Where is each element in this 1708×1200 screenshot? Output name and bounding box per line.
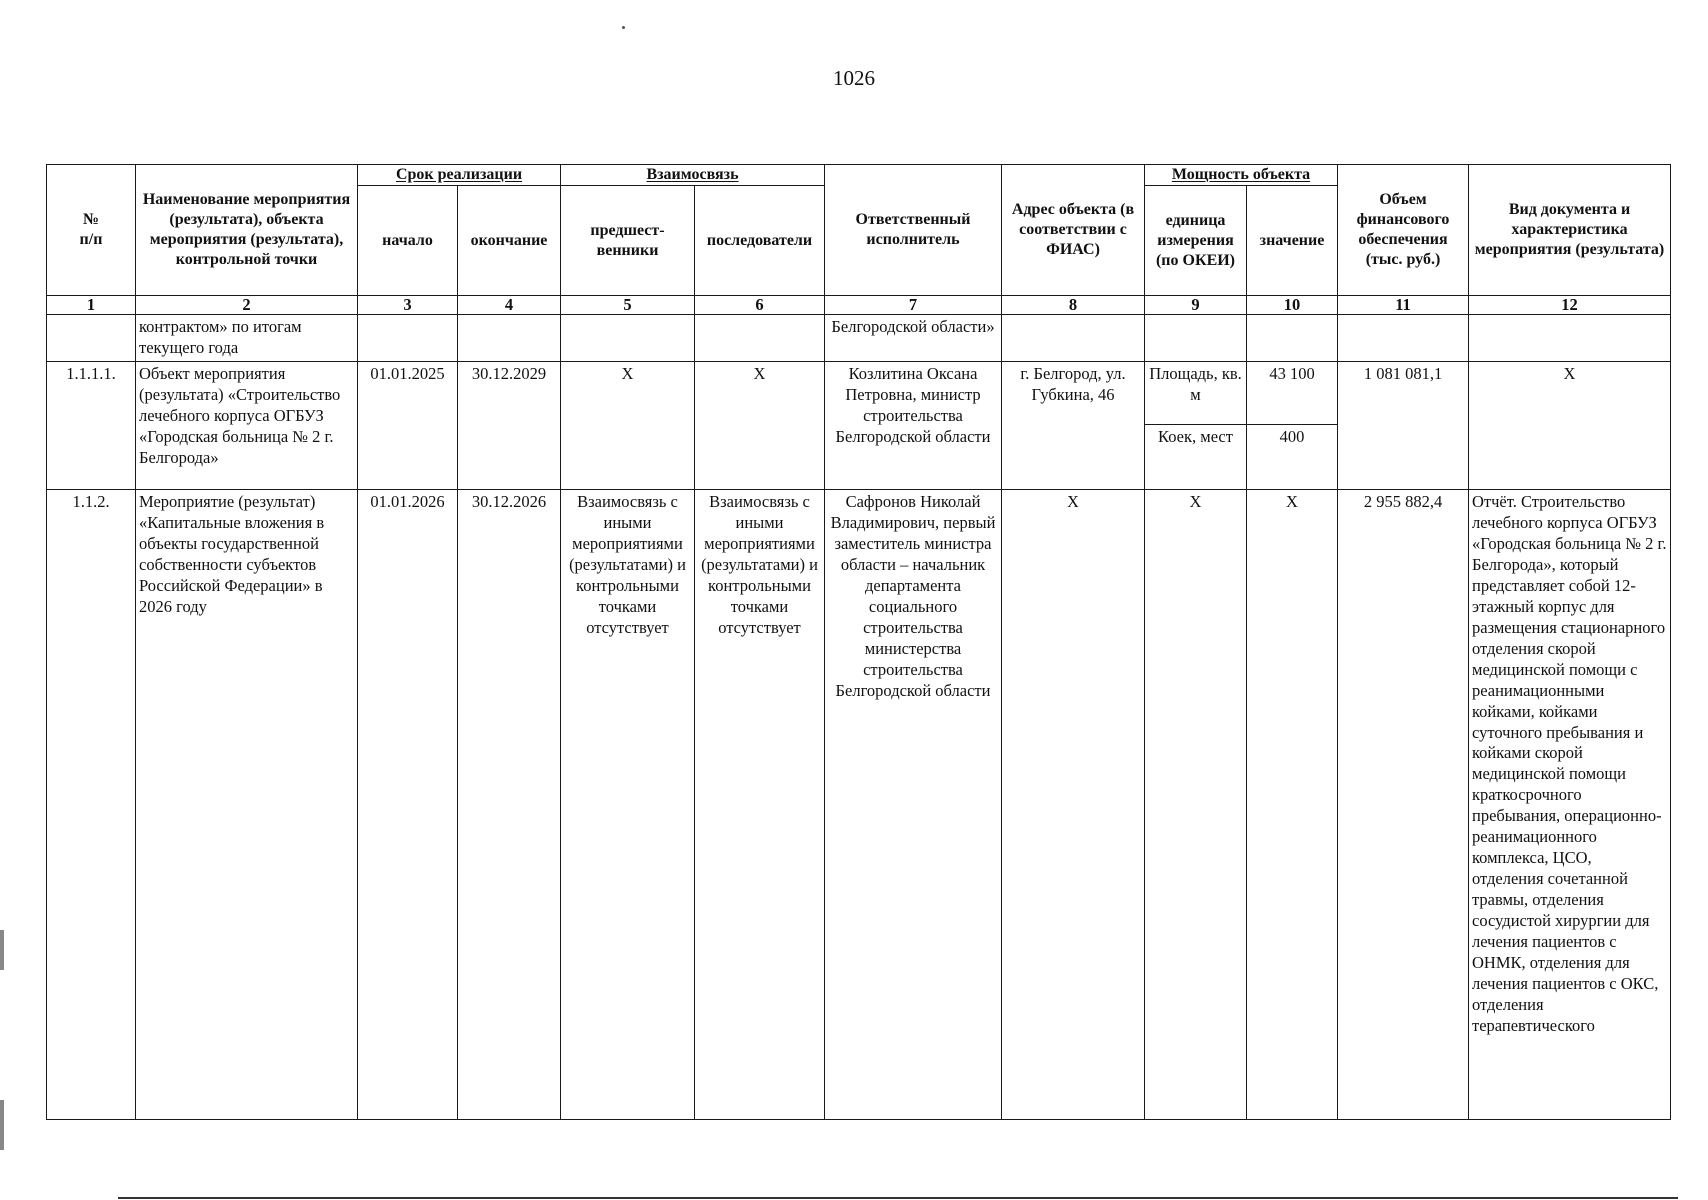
column-number: 3 bbox=[358, 296, 458, 315]
column-number: 4 bbox=[458, 296, 561, 315]
plan-table bbox=[46, 164, 1671, 1120]
column-number: 6 bbox=[695, 296, 825, 315]
row-unit: Площадь, кв. м bbox=[1145, 362, 1247, 425]
header-end: окончание bbox=[458, 186, 561, 296]
row-value-secondary: 400 bbox=[1247, 425, 1338, 490]
row-responsible: Козлитина Оксана Петровна, министр строительства Белгородской области bbox=[825, 362, 1002, 490]
row-unit-secondary: Коек, мест bbox=[1145, 425, 1247, 490]
row-name: контрактом» по итогам текущего года bbox=[136, 315, 358, 362]
table-row bbox=[47, 315, 1671, 362]
row-successors bbox=[695, 315, 825, 362]
row-funding bbox=[1338, 315, 1469, 362]
row-start bbox=[358, 315, 458, 362]
row-doc: Отчёт. Строительство лечебного корпуса ОГБУЗ «Городская больница № 2 г. Белгорода», который представляет собой 12-этажный корпус для размещения стационарного отделения скорой медицинской помощи с реанимационными койками, койками суточного пребывания и койками скорой медицинской помощи краткосрочного пребывания, операционно-реанимационного комплекса, ЦСО, отделения сочетанной травмы, отделения сосудистой хирургии для лечения пациентов с ОНМК, отделения для лечения пациентов с ОКС, отделения терапевтического bbox=[1469, 490, 1671, 1120]
header-capacity-group: Мощность объекта bbox=[1145, 165, 1338, 186]
row-successors: Взаимосвязь с иными мероприятиями (результатами) и контрольными точками отсутствует bbox=[695, 490, 825, 1120]
header-doc: Вид документа и характеристика мероприятия (результата) bbox=[1469, 165, 1671, 296]
header-address: Адрес объекта (в соответствии с ФИАС) bbox=[1002, 165, 1145, 296]
row-name: Мероприятие (результат) «Капитальные вложения в объекты государственной собственности субъектов Российской Федерации» в 2026 году bbox=[136, 490, 358, 1120]
row-unit: Х bbox=[1145, 490, 1247, 1120]
column-number: 11 bbox=[1338, 296, 1469, 315]
column-number: 2 bbox=[136, 296, 358, 315]
row-funding: 2 955 882,4 bbox=[1338, 490, 1469, 1120]
bottom-rule bbox=[118, 1197, 1678, 1199]
row-predecessors: Х bbox=[561, 362, 695, 490]
row-end bbox=[458, 315, 561, 362]
row-funding: 1 081 081,1 bbox=[1338, 362, 1469, 490]
column-number: 7 bbox=[825, 296, 1002, 315]
row-value: 43 100 bbox=[1247, 362, 1338, 425]
row-responsible: Сафронов Николай Владимирович, первый заместитель министра области – начальник департамента социального строительства министерства строительства Белгородской области bbox=[825, 490, 1002, 1120]
header-successors: последователи bbox=[695, 186, 825, 296]
row-name: Объект мероприятия (результата) «Строительство лечебного корпуса ОГБУЗ «Городская больница № 2 г. Белгорода» bbox=[136, 362, 358, 490]
scan-speck bbox=[622, 26, 625, 29]
column-number: 1 bbox=[47, 296, 136, 315]
row-start: 01.01.2026 bbox=[358, 490, 458, 1120]
header-predecessors: предшест- венники bbox=[561, 186, 695, 296]
row-end: 30.12.2029 bbox=[458, 362, 561, 490]
column-number: 5 bbox=[561, 296, 695, 315]
row-doc: Х bbox=[1469, 362, 1671, 490]
table-row bbox=[47, 362, 1671, 425]
row-responsible: Белгородской области» bbox=[825, 315, 1002, 362]
row-address: г. Белгород, ул. Губкина, 46 bbox=[1002, 362, 1145, 490]
scan-edge-mark bbox=[0, 1100, 4, 1150]
column-number: 8 bbox=[1002, 296, 1145, 315]
row-num bbox=[47, 315, 136, 362]
row-predecessors: Взаимосвязь с иными мероприятиями (результатами) и контрольными точками отсутствует bbox=[561, 490, 695, 1120]
row-value: Х bbox=[1247, 490, 1338, 1120]
header-name: Наименование мероприятия (результата), объекта мероприятия (результата), контрольной точки bbox=[136, 165, 358, 296]
row-end: 30.12.2026 bbox=[458, 490, 561, 1120]
row-doc bbox=[1469, 315, 1671, 362]
header-num: № п/п bbox=[47, 165, 136, 296]
row-successors: Х bbox=[695, 362, 825, 490]
column-number: 9 bbox=[1145, 296, 1247, 315]
header-link-group: Взаимосвязь bbox=[561, 165, 825, 186]
scan-edge-mark bbox=[0, 930, 4, 970]
row-predecessors bbox=[561, 315, 695, 362]
column-number: 12 bbox=[1469, 296, 1671, 315]
header-unit: единица измерения (по ОКЕИ) bbox=[1145, 186, 1247, 296]
row-num: 1.1.2. bbox=[47, 490, 136, 1120]
row-start: 01.01.2025 bbox=[358, 362, 458, 490]
row-address: Х bbox=[1002, 490, 1145, 1120]
table-row bbox=[47, 490, 1671, 1120]
row-address bbox=[1002, 315, 1145, 362]
row-value bbox=[1247, 315, 1338, 362]
row-unit bbox=[1145, 315, 1247, 362]
row-num: 1.1.1.1. bbox=[47, 362, 136, 490]
column-number: 10 bbox=[1247, 296, 1338, 315]
header-start: начало bbox=[358, 186, 458, 296]
header-value: значение bbox=[1247, 186, 1338, 296]
header-funding: Объем финансового обеспечения (тыс. руб.) bbox=[1338, 165, 1469, 296]
header-period-group: Срок реализации bbox=[358, 165, 561, 186]
column-number-row bbox=[47, 296, 1671, 315]
page-number: 1026 bbox=[833, 66, 875, 90]
header-responsible: Ответственный исполнитель bbox=[825, 165, 1002, 296]
